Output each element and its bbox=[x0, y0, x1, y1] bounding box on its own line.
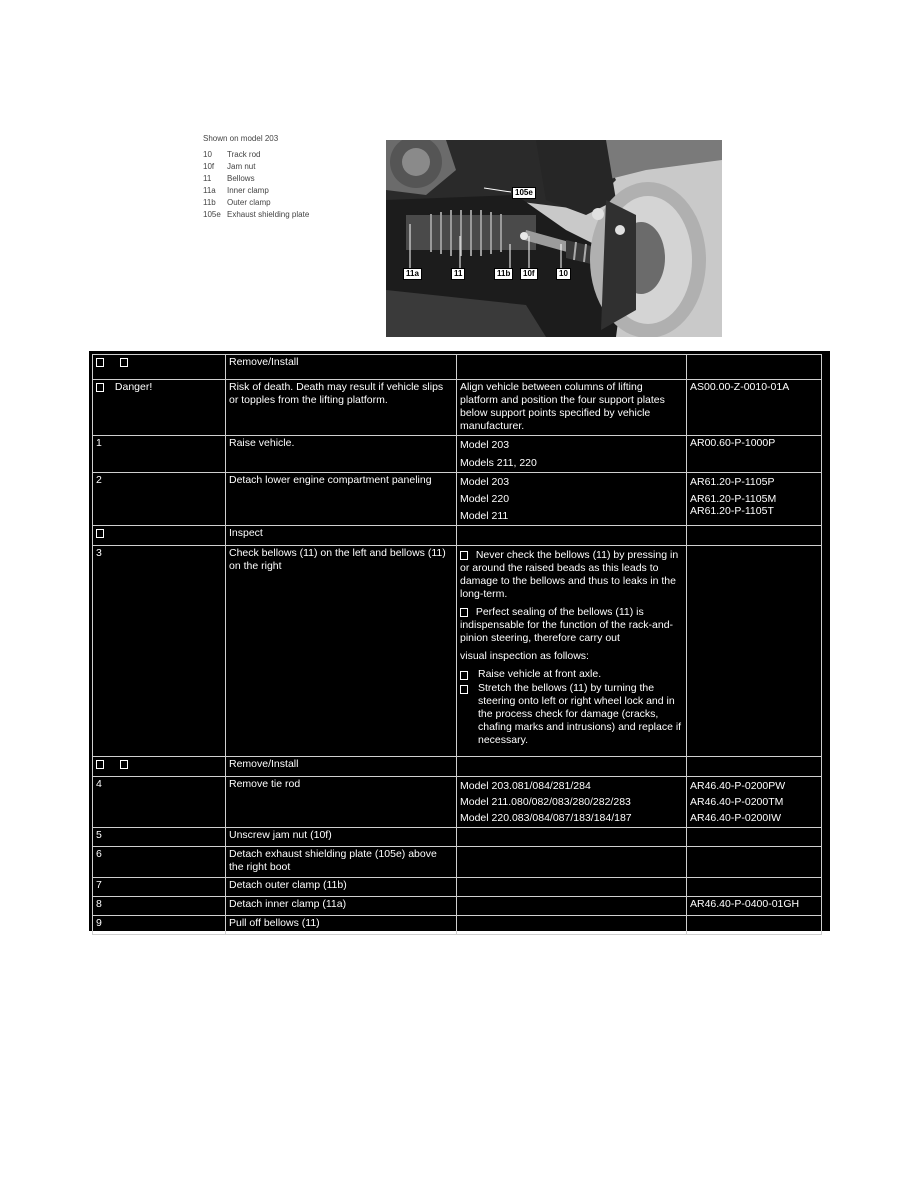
figure-title: Shown on model 203 bbox=[203, 134, 279, 143]
action-cell: Risk of death. Death may result if vehicle slips or topples from the lifting platform. bbox=[226, 380, 457, 436]
step-cell bbox=[93, 757, 226, 777]
step-cell: 5 bbox=[93, 828, 226, 847]
action-cell: Detach lower engine compartment paneling bbox=[226, 473, 457, 526]
action-cell: Pull off bellows (11) bbox=[226, 916, 457, 935]
action-cell: Unscrew jam nut (10f) bbox=[226, 828, 457, 847]
inspect-bullet-2: Stretch the bellows (11) by turning the steering onto left or right wheel lock and in the process check for damage (cracks, chafing marks and intrusions) and replace if necessary. bbox=[460, 682, 683, 747]
danger-label: Danger! bbox=[114, 381, 153, 393]
table-row bbox=[93, 916, 822, 935]
action-cell: Remove tie rod bbox=[226, 777, 457, 828]
ref-cell bbox=[687, 828, 822, 847]
action-cell: Detach inner clamp (11a) bbox=[226, 897, 457, 916]
step-cell: 3 bbox=[93, 546, 226, 757]
callout-10: 10 bbox=[556, 268, 571, 280]
info-cell bbox=[457, 847, 687, 878]
action-cell: Remove/Install bbox=[226, 355, 457, 380]
table-row bbox=[93, 526, 822, 546]
callout-105e: 105e bbox=[512, 187, 536, 199]
table-row bbox=[93, 777, 822, 828]
table-row bbox=[93, 828, 822, 847]
step-cell: 1 bbox=[93, 436, 226, 473]
step-cell: 8 bbox=[93, 897, 226, 916]
steering-assembly-illustration bbox=[386, 140, 722, 337]
ref-cell: AR00.60-P-1000P bbox=[687, 436, 822, 473]
table-row bbox=[93, 355, 822, 380]
step-cell bbox=[93, 380, 226, 436]
inspect-note-3: visual inspection as follows: bbox=[460, 650, 589, 662]
ref-cell bbox=[687, 355, 822, 380]
ref-cell bbox=[687, 546, 822, 757]
action-cell: Inspect bbox=[226, 526, 457, 546]
callout-11b: 11b bbox=[494, 268, 513, 280]
step-cell: 6 bbox=[93, 847, 226, 878]
table-row bbox=[93, 847, 822, 878]
ref-cell bbox=[687, 847, 822, 878]
ref-cell bbox=[687, 916, 822, 935]
action-cell: Remove/Install bbox=[226, 757, 457, 777]
table-row bbox=[93, 757, 822, 777]
info-cell bbox=[457, 526, 687, 546]
ref-cell: AR46.40-P-0200PW AR46.40-P-0200TM AR46.40-P-0200IW bbox=[687, 777, 822, 828]
step-cell bbox=[93, 355, 226, 380]
action-cell: Raise vehicle. bbox=[226, 436, 457, 473]
info-cell bbox=[457, 897, 687, 916]
step-cell: 7 bbox=[93, 878, 226, 897]
info-cell bbox=[457, 355, 687, 380]
inspect-bullet-1: Raise vehicle at front axle. bbox=[460, 668, 683, 681]
inspect-note-1: Never check the bellows (11) by pressing in or around the raised beads as this leads to damage to the bellows and thus to leaks in the long-term. bbox=[460, 549, 679, 600]
table-row bbox=[93, 878, 822, 897]
inspect-note-2: Perfect sealing of the bellows (11) is indispensable for the function of the rack-and-pinion steering, therefore carry out bbox=[460, 606, 674, 644]
legend-item: 11 Bellows bbox=[203, 174, 255, 183]
step-cell: 2 bbox=[93, 473, 226, 526]
callout-11a: 11a bbox=[403, 268, 422, 280]
table-row bbox=[93, 473, 822, 526]
figure-legend bbox=[203, 133, 309, 221]
table-row bbox=[93, 546, 822, 757]
step-cell bbox=[93, 526, 226, 546]
table-row bbox=[93, 436, 822, 473]
procedure-table bbox=[89, 351, 830, 931]
legend-item: 10 Track rod bbox=[203, 150, 261, 159]
ref-cell bbox=[687, 757, 822, 777]
table-row bbox=[93, 897, 822, 916]
legend-item: 11b Outer clamp bbox=[203, 198, 271, 207]
suspension-photo bbox=[386, 140, 722, 337]
action-cell: Check bellows (11) on the left and bellows (11) on the right bbox=[226, 546, 457, 757]
info-cell bbox=[457, 546, 687, 757]
legend-item: 10f Jam nut bbox=[203, 162, 256, 171]
ref-cell: AR61.20-P-1105P AR61.20-P-1105M AR61.20-P-1105T bbox=[687, 473, 822, 526]
info-cell bbox=[457, 828, 687, 847]
legend-item: 105e Exhaust shielding plate bbox=[203, 210, 310, 219]
ref-cell: AR46.40-P-0400-01GH bbox=[687, 897, 822, 916]
info-cell bbox=[457, 757, 687, 777]
info-cell: Align vehicle between columns of lifting platform and position the four support plates below support points specified by vehicle manufacturer. bbox=[457, 380, 687, 436]
table-row bbox=[93, 380, 822, 436]
callout-11: 11 bbox=[451, 268, 465, 280]
ref-cell: AS00.00-Z-0010-01A bbox=[687, 380, 822, 436]
legend-item: 11a Inner clamp bbox=[203, 186, 269, 195]
ref-cell bbox=[687, 526, 822, 546]
ref-cell bbox=[687, 878, 822, 897]
step-cell: 9 bbox=[93, 916, 226, 935]
info-cell: Model 203 Model 220 Model 211 bbox=[457, 473, 687, 526]
info-cell bbox=[457, 878, 687, 897]
info-cell: Model 203 Models 211, 220 bbox=[457, 436, 687, 473]
action-cell: Detach outer clamp (11b) bbox=[226, 878, 457, 897]
action-cell: Detach exhaust shielding plate (105e) above the right boot bbox=[226, 847, 457, 878]
step-cell: 4 bbox=[93, 777, 226, 828]
callout-10f: 10f bbox=[520, 268, 538, 280]
info-cell bbox=[457, 916, 687, 935]
info-cell: Model 203.081/084/281/284 Model 211.080/082/083/280/282/283 Model 220.083/084/087/183/184/187 bbox=[457, 777, 687, 828]
